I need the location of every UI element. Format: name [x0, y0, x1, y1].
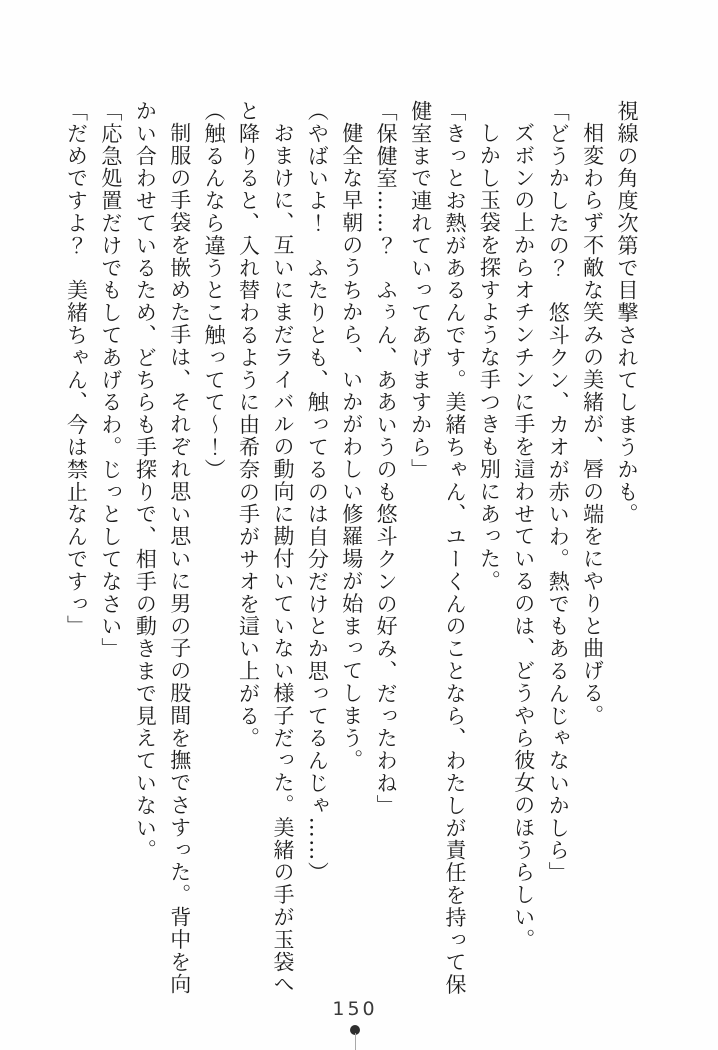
page-number: 150 [332, 998, 378, 1020]
text-line: おまけに、互いにまだライバルの動向に勘付いていない様子だった。美緒の手が玉袋へ [270, 122, 295, 996]
text-line: （触るんなら違うとこ触ってて〜！） [202, 100, 227, 481]
text-line: 「保健室……？ ふぅん、ああいうのも悠斗クンの好み、だったわね」 [374, 100, 399, 817]
text-line: 健全な早朝のうちから、いかがわしい修羅場が始まってしまう。 [339, 122, 364, 772]
text-line: しかし玉袋を探すような手つきも別にあった。 [477, 122, 502, 593]
page-footer [0, 996, 718, 1050]
text-line: 視線の角度次第で目撃されてしまうかも。 [615, 100, 639, 526]
ornament-tail-line [355, 1033, 356, 1050]
text-line: （やばいよ！ ふたりとも、触ってるのは自分だけとか思ってるんじゃ……） [305, 100, 330, 884]
text-line: 制服の手袋を嵌めた手は、それぞれ思い思いに男の子の股間を撫でさすった。背中を向 [167, 122, 192, 996]
text-line: と降りると、入れ替わるように由希奈の手がサオを這い上がる。 [236, 100, 261, 750]
text-line: ズボンの上からオチンチンに手を這わせているのは、どうやら彼女のほうらしい。 [511, 122, 536, 952]
text-line: 「どうかしたの？ 悠斗クン、カオが赤いわ。熱でもあるんじゃないかしら」 [546, 100, 571, 884]
text-line: 「きっとお熱があるんです。美緒ちゃん、ユーくんのことなら、わたしが責任を持って保 [442, 100, 467, 996]
text-line: 相変わらず不敵な笑みの美緒が、唇の端をにやりと曲げる。 [580, 122, 605, 728]
text-line: 健室まで連れていってあげますから」 [408, 100, 433, 481]
page-text-block [58, 100, 644, 1012]
text-line: かい合わせているため、どちらも手探りで、相手の動きまで見えていない。 [133, 100, 158, 862]
text-line: 「応急処置だけでもしてあげるわ。じっとしてなさい」 [98, 100, 123, 660]
text-line: 「だめですよ？ 美緒ちゃん、今は禁止なんですっ」 [64, 100, 89, 638]
